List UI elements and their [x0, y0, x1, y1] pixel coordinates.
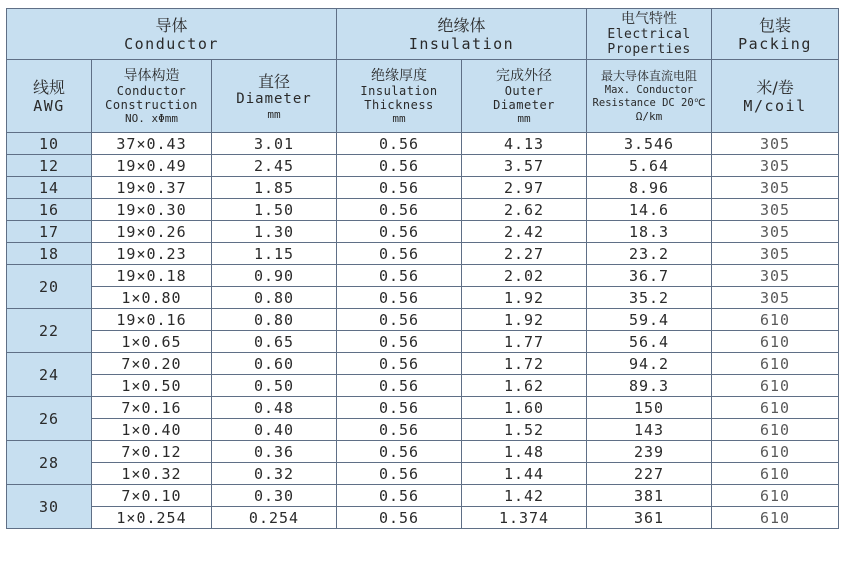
awg-cell: 30 [7, 485, 92, 529]
outer-diameter-cell: 1.92 [462, 309, 587, 331]
awg-cell: 12 [7, 155, 92, 177]
packing-cell: 305 [712, 199, 839, 221]
outer-en-label-2: Diameter [493, 97, 555, 112]
packing-cell: 305 [712, 133, 839, 155]
table-row [7, 221, 839, 243]
outer-diameter-cell: 1.77 [462, 331, 587, 353]
diameter-cell: 0.80 [212, 309, 337, 331]
thickness-cell: 0.56 [337, 419, 462, 441]
thickness-cell: 0.56 [337, 375, 462, 397]
thickness-cell: 0.56 [337, 133, 462, 155]
packing-cell: 610 [712, 419, 839, 441]
packing-cell: 305 [712, 243, 839, 265]
thickness-cell: 0.56 [337, 155, 462, 177]
packing-cell: 610 [712, 441, 839, 463]
diameter-cell: 0.60 [212, 353, 337, 375]
awg-cell: 20 [7, 265, 92, 309]
resistance-cell: 36.7 [587, 265, 712, 287]
table-row [7, 507, 839, 529]
construction-cell: 19×0.23 [92, 243, 212, 265]
diameter-cell: 0.90 [212, 265, 337, 287]
awg-cell: 26 [7, 397, 92, 441]
thickness-cell: 0.56 [337, 243, 462, 265]
packing-cell: 610 [712, 485, 839, 507]
awg-cell: 14 [7, 177, 92, 199]
outer-diameter-cell: 1.374 [462, 507, 587, 529]
electrical-en-label-2: Properties [607, 42, 691, 57]
table-row [7, 287, 839, 309]
packing-cell: 610 [712, 397, 839, 419]
outer-diameter-cell: 2.02 [462, 265, 587, 287]
table-row [7, 265, 839, 287]
table-row [7, 177, 839, 199]
diameter-cell: 0.36 [212, 441, 337, 463]
thickness-cell: 0.56 [337, 309, 462, 331]
thickness-cell: 0.56 [337, 331, 462, 353]
outer-diameter-cell: 1.52 [462, 419, 587, 441]
thickness-cell: 0.56 [337, 265, 462, 287]
packing-cell: 305 [712, 265, 839, 287]
spec-table-wrapper [6, 8, 839, 529]
packing-cell: 610 [712, 353, 839, 375]
table-row [7, 133, 839, 155]
packing-cell: 610 [712, 507, 839, 529]
awg-cell: 10 [7, 133, 92, 155]
awg-cell: 22 [7, 309, 92, 353]
diameter-cell: 0.65 [212, 331, 337, 353]
thickness-cell: 0.56 [337, 397, 462, 419]
thickness-cell: 0.56 [337, 485, 462, 507]
outer-diameter-cell: 4.13 [462, 133, 587, 155]
diameter-column-header [212, 60, 337, 133]
outer-zh-label: 完成外径 [496, 67, 553, 84]
resistance-cell: 18.3 [587, 221, 712, 243]
resistance-cell: 14.6 [587, 199, 712, 221]
diameter-cell: 0.50 [212, 375, 337, 397]
table-row [7, 353, 839, 375]
construction-en-label-1: Conductor [116, 83, 187, 98]
packing-en-label: Packing [738, 34, 812, 53]
thickness-cell: 0.56 [337, 221, 462, 243]
outer-diameter-cell: 1.42 [462, 485, 587, 507]
diameter-cell: 0.32 [212, 463, 337, 485]
table-row [7, 375, 839, 397]
construction-cell: 7×0.20 [92, 353, 212, 375]
construction-cell: 19×0.49 [92, 155, 212, 177]
packing-cell: 610 [712, 309, 839, 331]
outer-diameter-cell: 1.60 [462, 397, 587, 419]
construction-unit-label: NO. xΦmm [125, 111, 178, 125]
thickness-zh-label: 绝缘厚度 [371, 67, 428, 84]
outer-diameter-cell: 2.97 [462, 177, 587, 199]
table-row [7, 485, 839, 507]
outer-diameter-cell: 1.48 [462, 441, 587, 463]
construction-cell: 7×0.10 [92, 485, 212, 507]
resistance-cell: 59.4 [587, 309, 712, 331]
thickness-cell: 0.56 [337, 507, 462, 529]
resistance-cell: 143 [587, 419, 712, 441]
awg-en-label: AWG [33, 96, 65, 115]
resistance-cell: 381 [587, 485, 712, 507]
coil-zh-label: 米/卷 [756, 77, 794, 97]
insulation-en-label: Insulation [408, 34, 515, 53]
thickness-cell: 0.56 [337, 441, 462, 463]
construction-column-header [92, 60, 212, 133]
construction-cell: 37×0.43 [92, 133, 212, 155]
resistance-cell: 227 [587, 463, 712, 485]
insulation-zh-label: 绝缘体 [437, 15, 486, 35]
construction-cell: 1×0.50 [92, 375, 212, 397]
packing-cell: 610 [712, 463, 839, 485]
thickness-cell: 0.56 [337, 199, 462, 221]
resistance-unit-label: Ω/km [635, 110, 663, 123]
construction-cell: 19×0.30 [92, 199, 212, 221]
table-row [7, 419, 839, 441]
packing-cell: 610 [712, 375, 839, 397]
packing-cell: 305 [712, 221, 839, 243]
diameter-cell: 2.45 [212, 155, 337, 177]
awg-column-header [7, 60, 92, 133]
diameter-cell: 0.80 [212, 287, 337, 309]
construction-cell: 19×0.26 [92, 221, 212, 243]
resistance-cell: 8.96 [587, 177, 712, 199]
construction-cell: 19×0.16 [92, 309, 212, 331]
table-row [7, 199, 839, 221]
table-row [7, 243, 839, 265]
table-row [7, 155, 839, 177]
thickness-cell: 0.56 [337, 177, 462, 199]
diameter-cell: 3.01 [212, 133, 337, 155]
packing-cell: 305 [712, 177, 839, 199]
coil-column-header [712, 60, 839, 133]
resistance-cell: 35.2 [587, 287, 712, 309]
electrical-group-header [587, 9, 712, 60]
diameter-cell: 0.30 [212, 485, 337, 507]
electrical-zh-label: 电气特性 [621, 11, 678, 27]
resistance-en-label-1: Max. Conductor [604, 84, 694, 96]
outer-diameter-cell: 1.72 [462, 353, 587, 375]
diameter-cell: 1.30 [212, 221, 337, 243]
wire-spec-table [6, 8, 839, 529]
resistance-en-label-2: Resistance DC 20℃ [592, 97, 706, 109]
outer-en-label-1: Outer [504, 83, 544, 98]
diameter-en-label: Diameter [236, 90, 312, 107]
packing-zh-label: 包装 [759, 15, 792, 35]
resistance-cell: 94.2 [587, 353, 712, 375]
spec-table-body [7, 133, 839, 529]
outer-diameter-cell: 2.62 [462, 199, 587, 221]
table-row [7, 463, 839, 485]
construction-cell: 1×0.65 [92, 331, 212, 353]
construction-cell: 1×0.254 [92, 507, 212, 529]
awg-cell: 17 [7, 221, 92, 243]
table-row [7, 397, 839, 419]
conductor-en-label: Conductor [124, 34, 219, 53]
construction-cell: 1×0.40 [92, 419, 212, 441]
awg-cell: 28 [7, 441, 92, 485]
construction-zh-label: 导体构造 [123, 67, 180, 84]
construction-cell: 19×0.37 [92, 177, 212, 199]
construction-cell: 7×0.16 [92, 397, 212, 419]
table-row [7, 441, 839, 463]
thickness-cell: 0.56 [337, 353, 462, 375]
diameter-unit-label: mm [267, 107, 281, 121]
diameter-cell: 1.50 [212, 199, 337, 221]
resistance-cell: 3.546 [587, 133, 712, 155]
packing-cell: 610 [712, 331, 839, 353]
outer-diameter-column-header [462, 60, 587, 133]
diameter-cell: 1.15 [212, 243, 337, 265]
construction-cell: 7×0.12 [92, 441, 212, 463]
packing-group-header [712, 9, 839, 60]
electrical-en-label-1: Electrical [607, 27, 691, 42]
construction-cell: 19×0.18 [92, 265, 212, 287]
resistance-zh-label: 最大导体直流电阻 [601, 69, 698, 83]
resistance-cell: 56.4 [587, 331, 712, 353]
resistance-column-header [587, 60, 712, 133]
awg-cell: 24 [7, 353, 92, 397]
diameter-cell: 0.254 [212, 507, 337, 529]
table-row [7, 309, 839, 331]
table-row [7, 331, 839, 353]
insulation-group-header [337, 9, 587, 60]
resistance-cell: 361 [587, 507, 712, 529]
outer-diameter-cell: 2.42 [462, 221, 587, 243]
resistance-cell: 150 [587, 397, 712, 419]
diameter-zh-label: 直径 [258, 71, 291, 91]
packing-cell: 305 [712, 155, 839, 177]
awg-zh-label: 线规 [32, 77, 65, 97]
resistance-cell: 23.2 [587, 243, 712, 265]
awg-cell: 18 [7, 243, 92, 265]
outer-diameter-cell: 2.27 [462, 243, 587, 265]
awg-cell: 16 [7, 199, 92, 221]
thickness-cell: 0.56 [337, 287, 462, 309]
thickness-en-label-1: Insulation [360, 83, 438, 98]
construction-cell: 1×0.32 [92, 463, 212, 485]
conductor-zh-label: 导体 [155, 15, 188, 35]
outer-diameter-cell: 1.62 [462, 375, 587, 397]
outer-diameter-cell: 3.57 [462, 155, 587, 177]
resistance-cell: 89.3 [587, 375, 712, 397]
thickness-unit-label: mm [392, 111, 406, 125]
outer-unit-label: mm [517, 111, 531, 125]
construction-cell: 1×0.80 [92, 287, 212, 309]
outer-diameter-cell: 1.44 [462, 463, 587, 485]
thickness-column-header [337, 60, 462, 133]
diameter-cell: 0.40 [212, 419, 337, 441]
packing-cell: 305 [712, 287, 839, 309]
conductor-group-header [7, 9, 337, 60]
outer-diameter-cell: 1.92 [462, 287, 587, 309]
resistance-cell: 5.64 [587, 155, 712, 177]
resistance-cell: 239 [587, 441, 712, 463]
thickness-cell: 0.56 [337, 463, 462, 485]
thickness-en-label-2: Thickness [364, 97, 434, 112]
construction-en-label-2: Construction [105, 97, 198, 112]
coil-en-label: M/coil [743, 96, 807, 115]
diameter-cell: 1.85 [212, 177, 337, 199]
diameter-cell: 0.48 [212, 397, 337, 419]
